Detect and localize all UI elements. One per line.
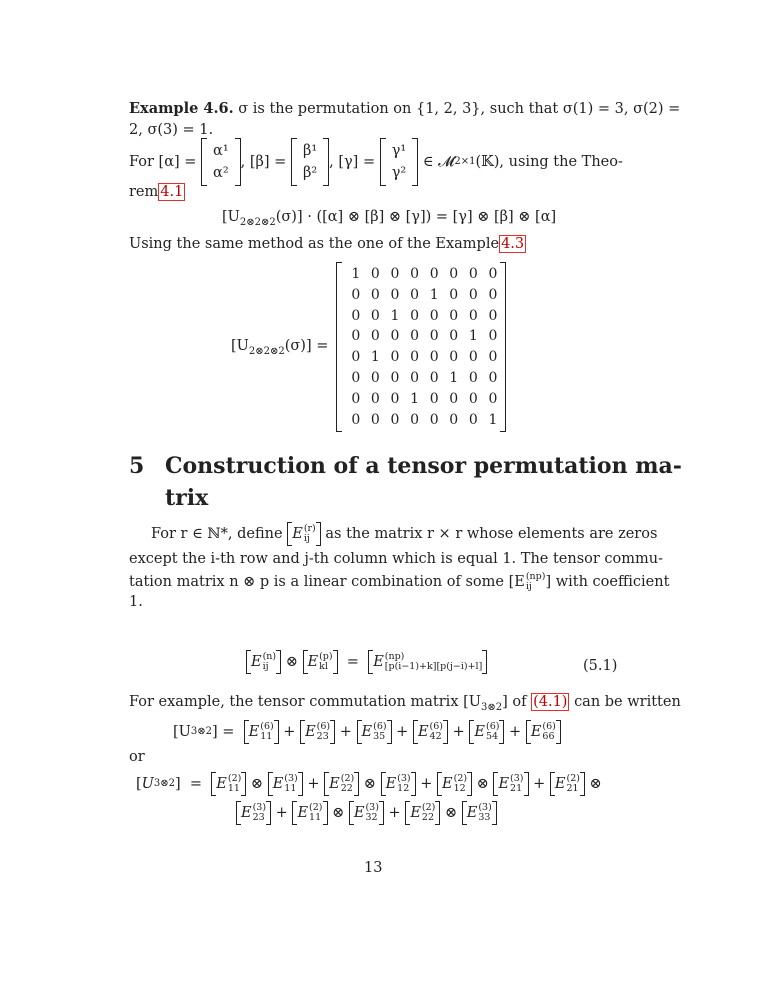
matrix-cell: 0 bbox=[488, 307, 498, 324]
matrix-cell: 0 bbox=[390, 349, 400, 366]
theorem-line: rem 4.1 bbox=[129, 184, 184, 200]
E-term: E (6) 23 bbox=[300, 722, 335, 742]
matrix-cell: 0 bbox=[468, 411, 478, 428]
matrix-cell: 0 bbox=[468, 307, 478, 324]
same-method-line: Using the same method as the one of the Example 4.3 bbox=[129, 236, 525, 252]
theorem-ref-link[interactable]: 4.1 bbox=[160, 184, 184, 200]
or-text: or bbox=[129, 749, 145, 765]
matrix-cell: 0 bbox=[449, 286, 459, 303]
matrix-cell: 0 bbox=[488, 370, 498, 386]
matrix-cell: 0 bbox=[449, 266, 459, 282]
kron-equation-line-2: E (3) 23 + E (2) 11 ⊗ E (3) 32 + E (2) 22 ⊗ E (3) 33 bbox=[236, 799, 497, 827]
E-term: E (6) 35 bbox=[357, 722, 392, 742]
section-title-2: trix bbox=[165, 485, 209, 511]
alpha-eq: [α] = bbox=[158, 154, 197, 170]
E-term: E (6) 66 bbox=[526, 722, 561, 742]
example-text-2: 2, σ(3) = 1. bbox=[129, 122, 214, 138]
E-term: E (6) 11 bbox=[244, 722, 279, 742]
matrix-cell: 0 bbox=[429, 307, 439, 324]
matrix-row bbox=[346, 391, 503, 407]
plus-sign: + bbox=[335, 724, 357, 740]
matrix-cell: 0 bbox=[370, 370, 380, 386]
matrix-cell: 0 bbox=[351, 286, 361, 303]
matrix-row bbox=[346, 287, 503, 303]
example-line: For example, the tensor commutation matrix $[U_{3\otimes 2}]$ of (4.1) can be written bbox=[129, 694, 681, 713]
for-text: For bbox=[129, 154, 154, 170]
matrix-cell: 0 bbox=[351, 349, 361, 366]
matrix-cell: 0 bbox=[370, 390, 380, 407]
matrix-cell: 0 bbox=[449, 328, 459, 345]
matrix-row bbox=[346, 266, 503, 282]
matrix-cell: 1 bbox=[351, 266, 361, 282]
matrix-cell: 1 bbox=[390, 307, 400, 324]
matrix-cell: 0 bbox=[488, 349, 498, 366]
matrix-cell: 0 bbox=[390, 266, 400, 282]
E-term: E (6) 54 bbox=[469, 722, 504, 742]
para-line-4: 1. bbox=[129, 594, 143, 610]
matrix-cell: 0 bbox=[488, 390, 498, 407]
matrix-cell: 0 bbox=[351, 307, 361, 324]
E-term: E (6) 42 bbox=[413, 722, 448, 742]
matrix-cell: 0 bbox=[410, 266, 420, 282]
matrix-cell: 0 bbox=[449, 390, 459, 407]
example-text-1: σ is the permutation on {1, 2, 3}, such that σ(1) = 3, σ(2) = bbox=[238, 101, 681, 117]
matrix-cell: 0 bbox=[390, 390, 400, 407]
matrix-cell: 0 bbox=[351, 328, 361, 345]
matrix-cell: 0 bbox=[410, 307, 420, 324]
matrix-cell: 0 bbox=[429, 370, 439, 386]
matrix-cell: 0 bbox=[351, 390, 361, 407]
plus-sign: + bbox=[391, 724, 413, 740]
matrix-lhs: $[U_{2\otimes 2\otimes 2}(\sigma)]$ = bbox=[231, 338, 329, 357]
matrix-cell: 0 bbox=[449, 411, 459, 428]
sum-equation-1: [U 3⊗2 ] = E (6) 11 + E (6) 23 + E (6) 35 + E (6) 42 + E (6) 54 + E (6) 66 bbox=[173, 718, 561, 746]
matrix-cell: 0 bbox=[429, 349, 439, 366]
matrix-row bbox=[346, 349, 503, 365]
matrix-cell: 0 bbox=[468, 286, 478, 303]
matrix-row bbox=[346, 370, 503, 386]
permutation-matrix bbox=[336, 262, 506, 432]
permutation-equation: $[U_{2\otimes 2\otimes 2}(\sigma)] \cdot ([\alpha]$ ⊗ [β] ⊗ [γ]) = [γ] ⊗ [β] ⊗ [α] bbox=[222, 209, 557, 228]
matrix-cell: 0 bbox=[429, 390, 439, 407]
matrix-cell: 0 bbox=[390, 286, 400, 303]
matrix-cell: 0 bbox=[429, 328, 439, 345]
kron-equation-line-1: [U 3⊗2 ] = E (2) 11 ⊗ E (3) 11 + E (2) 22 ⊗ E (3) 12 + E (2) 12 ⊗ E (3) 21 + E (2) 21 ⊗ bbox=[136, 773, 602, 794]
matrix-cell: 1 bbox=[410, 390, 420, 407]
matrix-cell: 0 bbox=[449, 349, 459, 366]
matrix-cell: 1 bbox=[370, 349, 380, 366]
matrix-cell: 0 bbox=[370, 307, 380, 324]
beta-vector: β¹ β² bbox=[291, 138, 329, 186]
matrix-cell: 0 bbox=[429, 411, 439, 428]
matrix-cell: 0 bbox=[370, 266, 380, 282]
matrix-cell: 0 bbox=[370, 286, 380, 303]
section-title-1: Construction of a tensor permutation ma- bbox=[165, 453, 682, 479]
matrix-cell: 1 bbox=[449, 370, 459, 386]
para-line-3: tation matrix n ⊗ p is a linear combination of some [E (np) ij ] with coefficient bbox=[129, 571, 670, 592]
matrix-cell: 0 bbox=[410, 411, 420, 428]
beta-eq: , [β] = bbox=[240, 154, 287, 170]
matrix-cell: 1 bbox=[488, 411, 498, 428]
vector-definitions: For [α] = α¹ α² , [β] = β¹ β² , [γ] = γ¹ γ² ∈ 𝓜 2×1 (𝕂), using the Theo- bbox=[129, 137, 623, 187]
matrix-cell: 0 bbox=[410, 349, 420, 366]
matrix-cell: 0 bbox=[390, 370, 400, 386]
equation-ref-link[interactable]: (4.1) bbox=[533, 694, 568, 710]
example-label: Example 4.6. bbox=[129, 100, 234, 117]
matrix-row bbox=[346, 328, 503, 344]
matrix-row bbox=[346, 308, 503, 324]
example-ref-link[interactable]: 4.3 bbox=[501, 236, 525, 252]
matrix-cell: 0 bbox=[390, 411, 400, 428]
matrix-cell: 0 bbox=[488, 266, 498, 282]
plus-sign: + bbox=[504, 724, 526, 740]
matrix-cell: 0 bbox=[488, 328, 498, 345]
gamma-vector: γ¹ γ² bbox=[380, 138, 418, 186]
matrix-cell: 0 bbox=[410, 328, 420, 345]
gamma-eq: , [γ] = bbox=[329, 154, 376, 170]
in-text: ∈ 𝓜 bbox=[422, 154, 455, 170]
plus-sign: + bbox=[278, 724, 301, 740]
E-ij-r: E (r) ij bbox=[287, 524, 321, 544]
section-heading bbox=[129, 453, 682, 479]
para-line-2: except the i-th row and j-th column which is equal 1. The tensor commu- bbox=[129, 551, 664, 567]
plus-sign: + bbox=[448, 724, 470, 740]
field-text: (𝕂), using the Theo- bbox=[475, 154, 623, 170]
matrix-cell: 0 bbox=[351, 411, 361, 428]
section-number: 5 bbox=[129, 453, 145, 479]
matrix-cell: 0 bbox=[410, 286, 420, 303]
para-line-1: For r ∈ ℕ*, define E (r) ij as the matrix r × r whose elements are zeros bbox=[151, 523, 658, 544]
matrix-cell: 1 bbox=[468, 328, 478, 345]
matrix-cell: 0 bbox=[468, 370, 478, 386]
page-number: 13 bbox=[364, 860, 383, 876]
matrix-cell: 0 bbox=[468, 266, 478, 282]
equation-label: (5.1) bbox=[583, 658, 618, 674]
matrix-cell: 0 bbox=[468, 349, 478, 366]
matrix-row bbox=[346, 412, 503, 428]
matrix-cell: 0 bbox=[468, 390, 478, 407]
equation-5-1: E (n) ij ⊗ E (p) kl = E (np) [p(i−1)+k][p(j−i)+l] bbox=[246, 652, 487, 672]
matrix-cell: 0 bbox=[370, 328, 380, 345]
matrix-cell: 0 bbox=[429, 266, 439, 282]
matrix-cell: 0 bbox=[351, 370, 361, 386]
example-line-1 bbox=[129, 100, 680, 117]
matrix-cell: 1 bbox=[429, 286, 439, 303]
matrix-cell: 0 bbox=[370, 411, 380, 428]
matrix-cell: 0 bbox=[410, 370, 420, 386]
matrix-cell: 0 bbox=[449, 307, 459, 324]
alpha-vector: α¹ α² bbox=[201, 138, 241, 186]
matrix-cell: 0 bbox=[488, 286, 498, 303]
matrix-cell: 0 bbox=[390, 328, 400, 345]
